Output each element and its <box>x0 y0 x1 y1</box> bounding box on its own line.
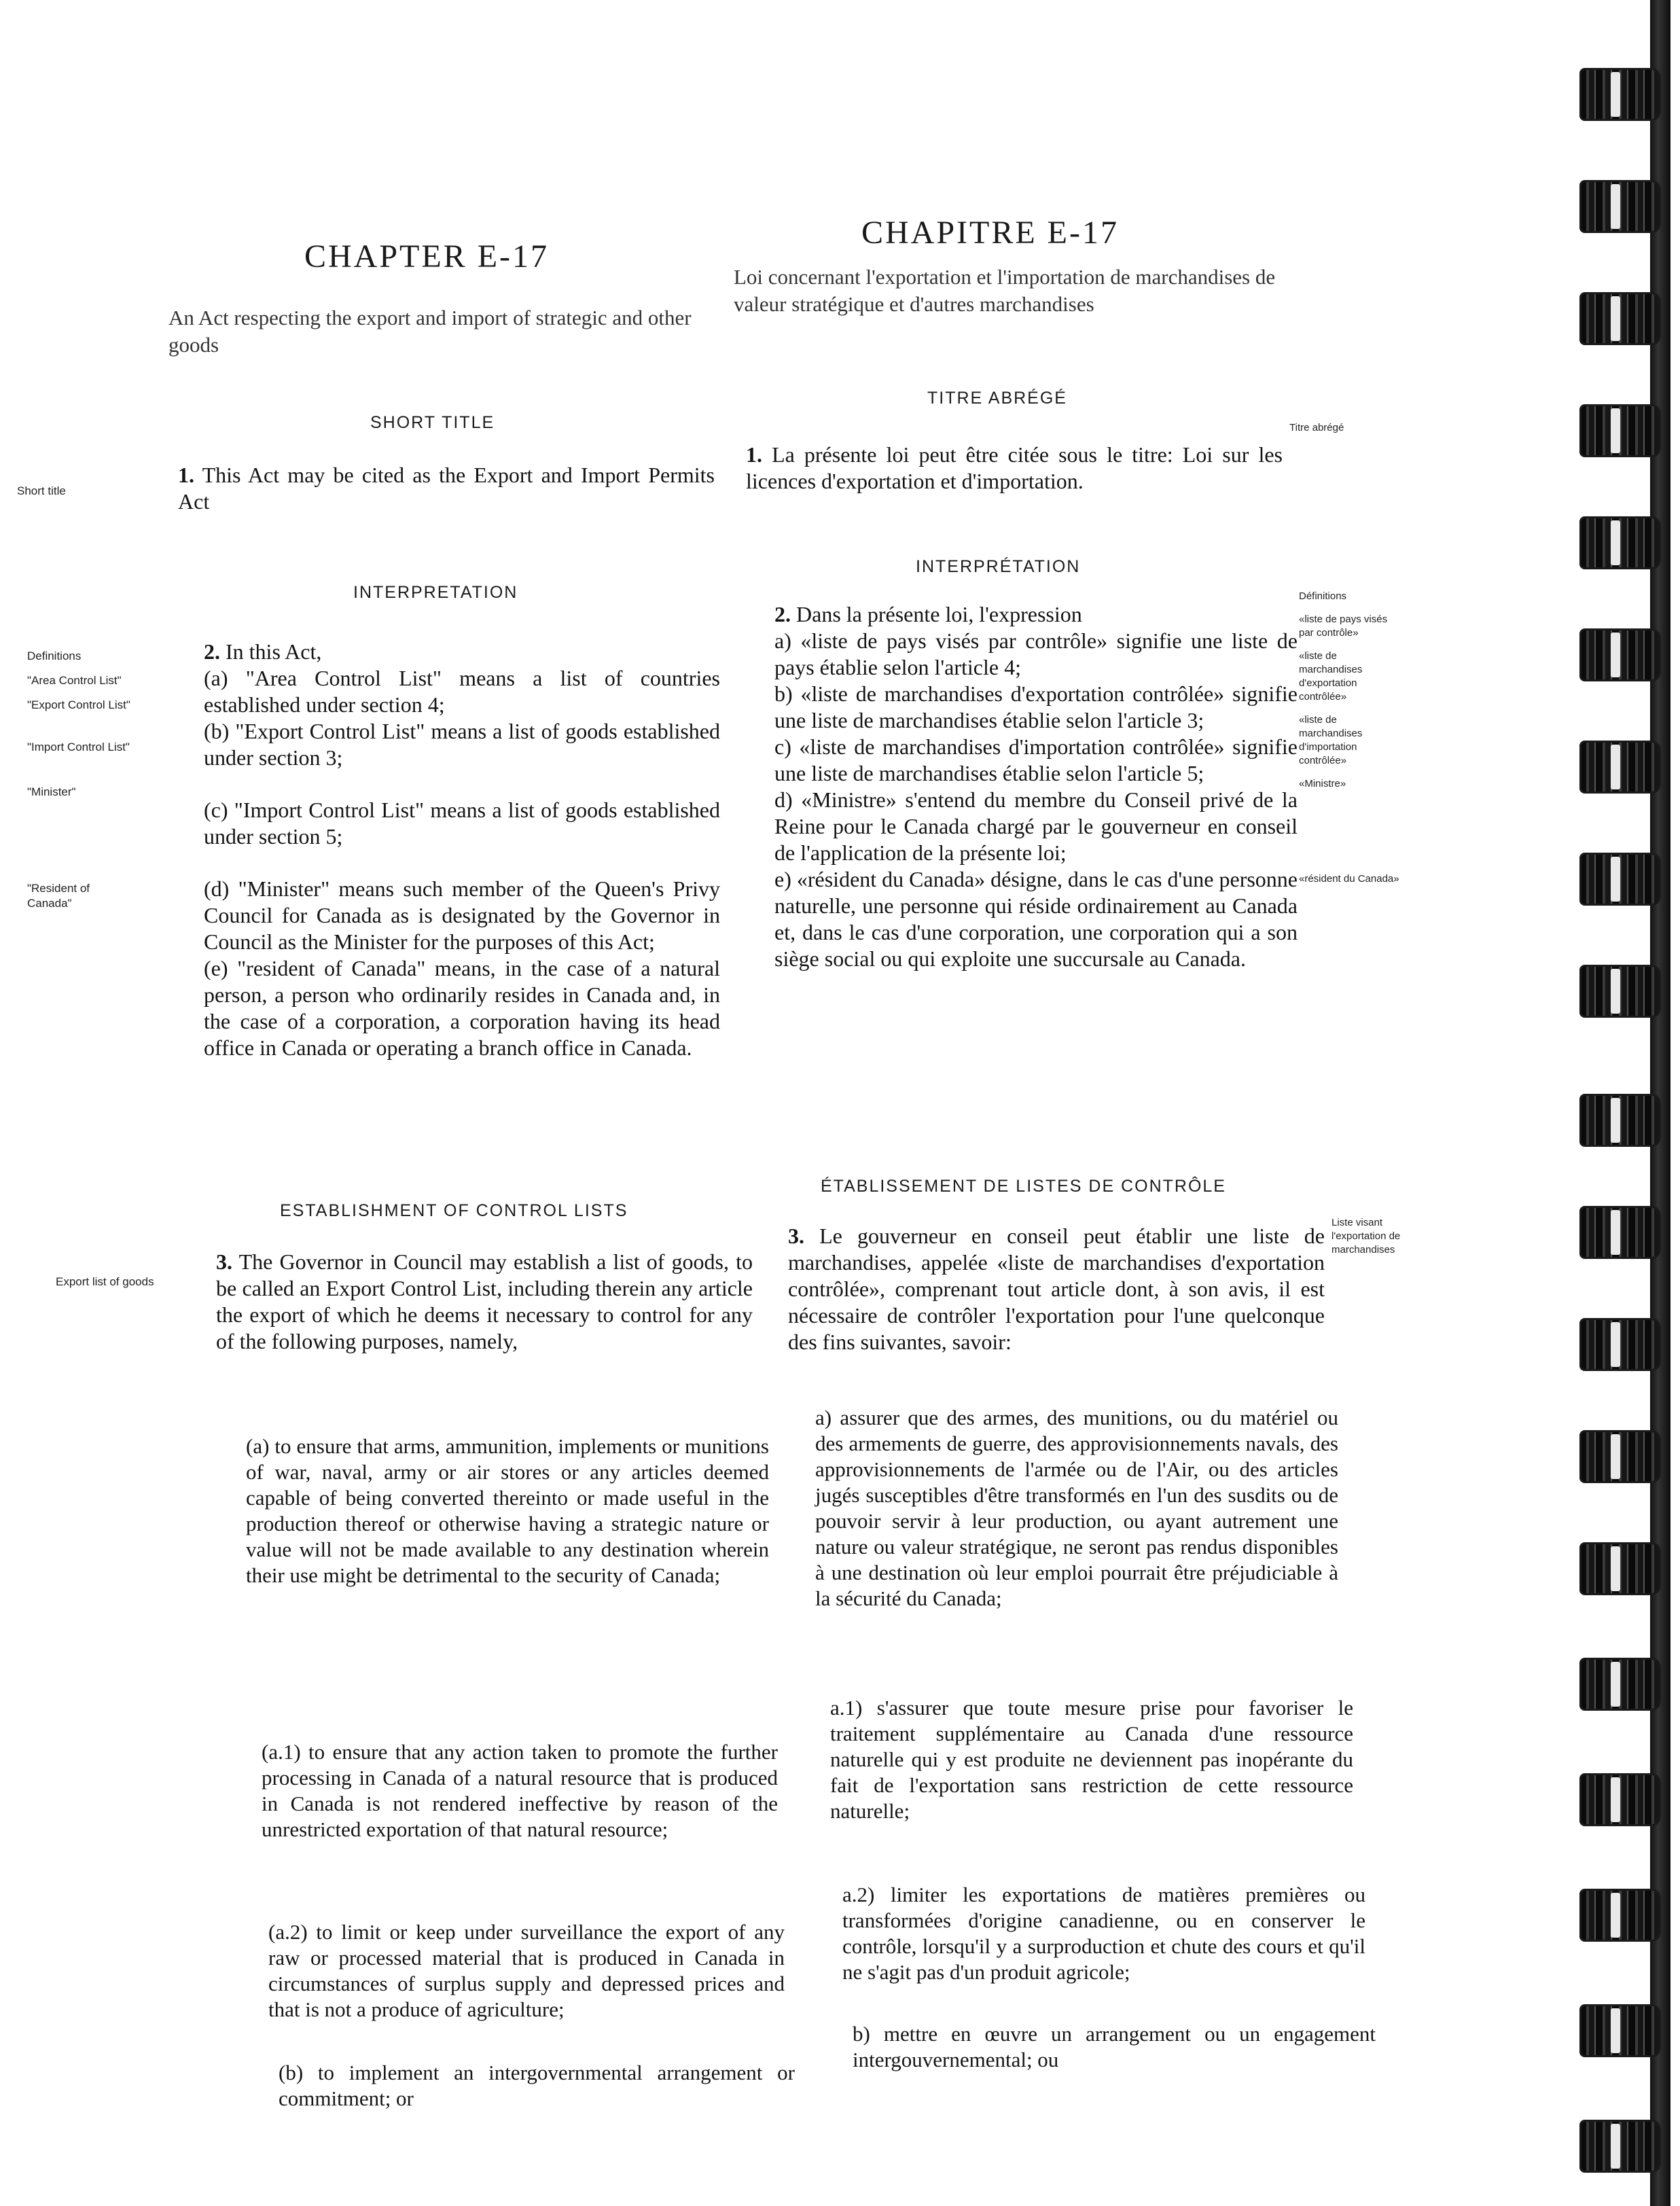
margin-note-titre-abrege: Titre abrégé <box>1289 422 1344 433</box>
section-number: 3. <box>788 1224 804 1248</box>
margin-resident-fr: «résident du Canada» <box>1299 873 1399 885</box>
definition-b: (b) "Export Control List" means a list of goods established under section 3; <box>204 719 720 770</box>
binding-ring <box>1579 853 1661 906</box>
margin-definitions: Définitions <box>1299 590 1347 602</box>
margin-note-definitions-french <box>1299 590 1401 895</box>
margin-note-export-list: Export list of goods <box>56 1275 154 1288</box>
definition-a: (a) "Area Control List" means a list of countries established under section 4; <box>204 666 720 717</box>
section-1-english <box>178 462 715 515</box>
section-number: 1. <box>746 442 762 467</box>
margin-minister: "Minister" <box>27 785 76 798</box>
binding-ring <box>1579 68 1661 121</box>
margin-definitions: Definitions <box>27 650 82 662</box>
paragraph-a1-french: a.1) s'assurer que toute mesure prise pour favoriser le traitement supplémentaire au Canada d'une ressource naturelle qui y est produite ne deviennent pas inopérante du fait de l'exportation sans restriction de cette ressource naturelle; <box>830 1696 1353 1823</box>
definition-c: c) «liste de marchandises d'importation contrôlée» signifie une liste de marchandises établie selon l'article 5; <box>774 734 1298 785</box>
binding-ring <box>1579 965 1661 1018</box>
binding-ring <box>1579 1206 1661 1259</box>
heading-establishment-french: ÉTABLISSEMENT DE LISTES DE CONTRÔLE <box>821 1177 1226 1196</box>
binding-ring <box>1579 628 1661 681</box>
section-intro: Dans la présente loi, l'expression <box>796 602 1082 626</box>
chapter-title-french: CHAPITRE E-17 <box>861 215 1119 251</box>
definition-d: (d) "Minister" means such member of the Queen's Privy Council for Canada as is designated by the Governor in Council as the Minister for the purposes of this Act; <box>204 876 720 954</box>
section-3-french <box>788 1223 1325 1355</box>
long-title-french: Loi concernant l'exportation et l'importation de marchandises de valeur stratégique et d'autres marchandises <box>734 265 1276 316</box>
paragraph-a-french: a) assurer que des armes, des munitions, ou du matériel ou des armements de guerre, des approvisionnements navals, des approvisionnements de l'armée ou de l'Air, ou des articles jugés susceptibles d'être transformés en l'un des susdits ou de pouvoir servir à leur production, ou ayant autrement une nature ou valeur stratégique, ne seront pas rendus disponibles à une destination où leur emploi pourrait être préjudiciable à la sécurité du Canada; <box>815 1406 1338 1610</box>
definition-c: (c) "Import Control List" means a list of goods established under section 5; <box>204 798 720 849</box>
binding-ring <box>1579 1658 1661 1711</box>
definition-e: e) «résident du Canada» désigne, dans le cas d'une personne naturelle, une personne qui réside ordinairement au Canada et, dans le cas d'une corporation, une corporation qui a son siège social ou qui exploite une succursale au Canada. <box>774 867 1298 971</box>
binding-ring <box>1579 1889 1661 1942</box>
definition-b: b) «liste de marchandises d'exportation contrôlée» signifie une liste de marchandises établie selon l'article 3; <box>774 681 1298 732</box>
margin-note-short-title: Short title <box>17 484 66 497</box>
binding-ring <box>1579 292 1661 345</box>
section-number: 1. <box>178 463 194 487</box>
margin-note-definitions-english <box>27 649 163 921</box>
section-number: 2. <box>774 602 791 626</box>
margin-liste-pays: «liste de pays visés par contrôle» <box>1299 613 1388 639</box>
margin-area-control: "Area Control List" <box>27 674 122 687</box>
section-3-english <box>216 1249 753 1355</box>
margin-import-control: "Import Control List" <box>27 741 130 753</box>
binding-ring <box>1579 1773 1661 1826</box>
margin-ministre: «Ministre» <box>1299 778 1346 789</box>
section-number: 2. <box>204 639 220 664</box>
heading-interpretation-english: INTERPRETATION <box>353 583 518 602</box>
paragraph-b-french: b) mettre en œuvre un arrangement ou un engagement intergouvernemental; ou <box>853 2022 1376 2071</box>
heading-short-title-english: SHORT TITLE <box>370 413 495 432</box>
section-text: This Act may be cited as the Export and Import Permits Act <box>178 463 715 514</box>
binding-ring <box>1579 1094 1661 1147</box>
long-title-english: An Act respecting the export and import of strategic and other goods <box>168 306 692 357</box>
definition-a: a) «liste de pays visés par contrôle» signifie une liste de pays établie selon l'article 4; <box>774 628 1298 679</box>
margin-export-control: "Export Control List" <box>27 698 130 711</box>
margin-resident: "Resident of Canada" <box>27 882 90 910</box>
margin-note-liste-visant: Liste visant l'exportation de marchandises <box>1332 1217 1401 1256</box>
binding-ring <box>1579 180 1661 233</box>
spiral-binding <box>1524 0 1680 2206</box>
heading-short-title-french: TITRE ABRÉGÉ <box>927 389 1067 408</box>
binding-ring <box>1579 741 1661 794</box>
paragraph-a-english: (a) to ensure that arms, ammunition, implements or munitions of war, naval, army or air stores or any articles deemed capable of being converted thereinto or made useful in the production thereof or otherwise having a strategic nature or value will not be made available to any destination wherein their use might be detrimental to the security of Canada; <box>246 1434 769 1587</box>
chapter-title-english: CHAPTER E-17 <box>304 238 549 274</box>
margin-liste-export: «liste de marchandises d'exportation contrôlée» <box>1299 650 1363 702</box>
binding-ring <box>1579 2120 1661 2173</box>
paragraph-b-english: (b) to implement an intergovernmental arrangement or commitment; or <box>279 2061 795 2110</box>
heading-establishment-english: ESTABLISHMENT OF CONTROL LISTS <box>280 1201 628 1220</box>
binding-ring <box>1579 1318 1661 1371</box>
section-intro: Le gouverneur en conseil peut établir une liste de marchandises, appelée «liste de marchandises d'exportation contrôlée», comprenant tout article dont, à son avis, il est nécessaire de contrôler l'exportation pour l'une quelconque des fins suivantes, savoir: <box>788 1224 1325 1354</box>
section-1-french <box>746 442 1283 495</box>
section-text: La présente loi peut être citée sous le titre: Loi sur les licences d'exportation et d'importation. <box>746 442 1283 493</box>
section-2-english <box>204 639 720 1061</box>
heading-interpretation-french: INTERPRÉTATION <box>916 557 1081 576</box>
definition-d: d) «Ministre» s'entend du membre du Conseil privé de la Reine pour le Canada chargé par le gouverneur en conseil de l'application de la présente loi; <box>774 787 1298 865</box>
binding-ring <box>1579 516 1661 569</box>
paragraph-a1-english: (a.1) to ensure that any action taken to promote the further processing in Canada of a natural resource that is produced in Canada is not rendered ineffective by reason of the unrestricted exportation of that natural resource; <box>262 1740 778 1841</box>
binding-ring <box>1579 2004 1661 2057</box>
definition-e: (e) "resident of Canada" means, in the case of a natural person, a person who ordinarily resides in Canada and, in the case of a corporation, a corporation having its head office in Canada or operating a branch office in Canada. <box>204 956 720 1060</box>
section-2-french <box>774 601 1298 972</box>
binding-ring <box>1579 1542 1661 1595</box>
paragraph-a2-french: a.2) limiter les exportations de matières premières ou transformées d'origine canadienne, ou en conserver le contrôle, lorsqu'il y a surproduction et chute des cours et qu'il ne s'agit pas d'un produit agricole; <box>842 1883 1365 1984</box>
section-intro: The Governor in Council may establish a list of goods, to be called an Export Control List, including therein any article the export of which he deems it necessary to control for any of the following purposes, namely, <box>216 1249 753 1353</box>
binding-ring <box>1579 1430 1661 1483</box>
section-intro: In this Act, <box>226 639 322 664</box>
binding-ring <box>1579 404 1661 457</box>
paragraph-a2-english: (a.2) to limit or keep under surveillance the export of any raw or processed material that is produced in Canada in circumstances of surplus supply and depressed prices and that is not a produce of agriculture; <box>268 1920 785 2021</box>
margin-liste-import: «liste de marchandises d'importation contrôlée» <box>1299 714 1363 766</box>
section-number: 3. <box>216 1249 232 1274</box>
